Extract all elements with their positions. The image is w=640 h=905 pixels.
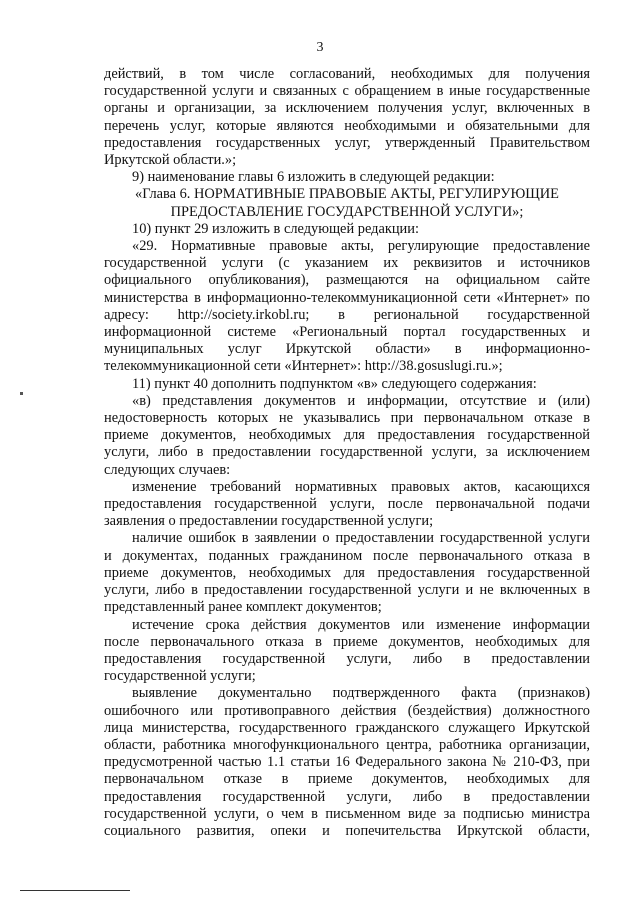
- text-line: адресу: http://society.irkobl.ru; в региональной государственной: [104, 306, 590, 323]
- chapter-heading: ПРЕДОСТАВЛЕНИЕ ГОСУДАРСТВЕННОЙ УСЛУГИ»;: [170, 203, 524, 220]
- text-line: предоставления государственной услуги, либо в предоставлении: [104, 788, 590, 805]
- text-line: предоставления государственной услуги, после первоначальной подачи: [104, 496, 590, 513]
- text-line: «29. Нормативные правовые акты, регулирующие предоставление: [132, 238, 590, 255]
- text-line: выявление документально подтвержденного факта (признаков): [132, 685, 590, 702]
- text-line: перечень услуг, которые являются необходимыми и обязательными для: [104, 117, 590, 134]
- footer-rule: [20, 890, 130, 891]
- scan-mark: [20, 392, 23, 395]
- text-line: официального опубликования), размещаются на официальном сайте: [104, 272, 590, 289]
- text-line: предоставления государственной услуги, либо в предоставлении: [104, 650, 590, 667]
- text-line: наличие ошибок в заявлении о предоставлении государственной услуги: [132, 530, 590, 547]
- text-line: министерства в информационно-телекоммуникационной сети «Интернет» по: [104, 289, 590, 306]
- text-line: ошибочного или противоправного действия (бездействия) должностного: [104, 702, 590, 719]
- text-line: недостоверность которых не указывались при первоначальном отказе в: [104, 410, 590, 427]
- text-line: услуги, либо в предоставлении государственной услуги, за исключением: [104, 444, 590, 461]
- text-line: первоначальном отказе в приеме документов, необходимых для: [104, 771, 590, 788]
- text-line: телекоммуникационной сети «Интернет»: http://38.gosuslugi.ru.»;: [104, 358, 503, 375]
- document-body: [104, 66, 590, 840]
- text-line: информационной системе «Региональный портал государственных и: [104, 324, 590, 341]
- text-line: предоставления государственных услуг, утвержденный Правительством: [104, 134, 590, 151]
- text-line: 10) пункт 29 изложить в следующей редакции:: [132, 220, 419, 237]
- chapter-heading: «Глава 6. НОРМАТИВНЫЕ ПРАВОВЫЕ АКТЫ, РЕГУЛИРУЮЩИЕ: [135, 186, 559, 203]
- text-line: государственной услуги, о чем в письменном виде за подписью министра: [104, 805, 590, 822]
- text-line: государственной услуги;: [104, 668, 256, 685]
- text-line: социального развития, опеки и попечительства Иркутской области,: [104, 822, 590, 839]
- text-line: истечение срока действия документов или изменение информации: [132, 616, 590, 633]
- text-line: 9) наименование главы 6 изложить в следующей редакции:: [132, 169, 495, 186]
- text-line: области, работника многофункционального центра, работника организации,: [104, 736, 590, 753]
- text-line: услуги, либо в предоставлении государственной услуги и не включенных в: [104, 582, 590, 599]
- text-line: и документах, поданных гражданином после первоначального отказа в: [104, 547, 590, 564]
- text-line: лица министерства, государственного гражданского служащего Иркутской: [104, 719, 590, 736]
- text-line: после первоначального отказа в приеме документов, необходимых для: [104, 633, 590, 650]
- text-line: государственной услуги (с указанием их реквизитов и источников: [104, 255, 590, 272]
- text-line: приеме документов, необходимых для предоставления государственной: [104, 427, 590, 444]
- text-line: 11) пункт 40 дополнить подпунктом «в» следующего содержания:: [132, 375, 537, 392]
- text-line: представленный ранее комплект документов;: [104, 599, 382, 616]
- text-line: Иркутской области.»;: [104, 152, 237, 169]
- page-number: 3: [316, 40, 324, 55]
- text-line: предусмотренной частью 1.1 статьи 16 Федерального закона № 210-ФЗ, при: [104, 754, 590, 771]
- text-line: заявления о предоставлении государственной услуги;: [104, 513, 434, 530]
- text-line: приеме документов, необходимых для предоставления государственной: [104, 564, 590, 581]
- text-line: следующих случаев:: [104, 461, 231, 478]
- text-line: государственной услуги и связанных с обращением в иные государственные: [104, 83, 590, 100]
- text-line: муниципальных услуг Иркутской области» в информационно-: [104, 341, 590, 358]
- text-line: «в) представления документов и информации, отсутствие и (или): [132, 392, 590, 409]
- text-line: действий, в том числе согласований, необходимых для получения: [104, 66, 590, 82]
- text-line: изменение требований нормативных правовых актов, касающихся: [132, 478, 590, 495]
- text-line: органы и организации, за исключением получения услуг, включенных в: [104, 100, 590, 117]
